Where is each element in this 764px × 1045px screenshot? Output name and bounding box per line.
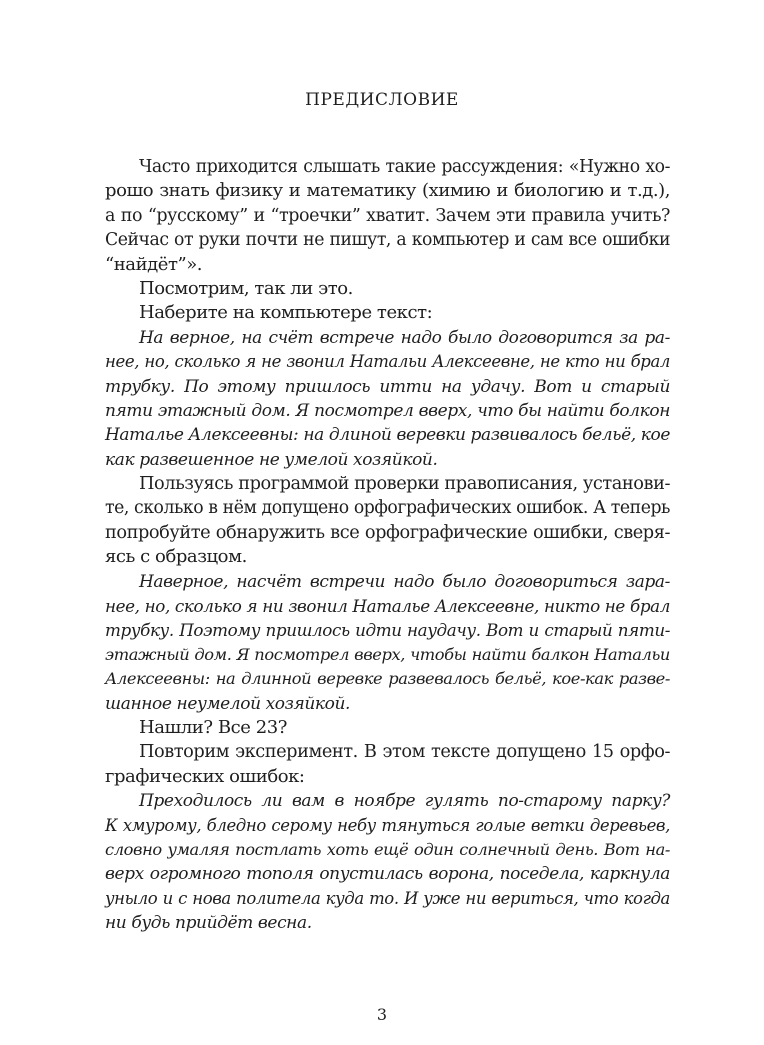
sample-text-line: верх огромного тополя опустилась ворона, поседела, каркнула xyxy=(105,864,670,885)
sample-text-line: как развешенное не умелой хозяйкой. xyxy=(105,449,438,470)
page-number: 3 xyxy=(376,1005,388,1024)
sample-text-line: Наталье Алексеевны: на длиной веревки развивалось бельё, кое xyxy=(105,425,670,446)
sample-text-line: словно умаляя постлать хоть ещё один солнечный день. Вот на- xyxy=(105,839,670,859)
text-line: ясь с образцом. xyxy=(105,546,247,568)
sample-text-line: Алексеевны: на длинной веревке развевалось бельё, кое-как разве- xyxy=(105,669,670,689)
sample-text-line: трубку. Поэтому пришлось идти наудачу. Вот и старый пяти- xyxy=(105,620,670,641)
chapter-heading: ПРЕДИСЛОВИЕ xyxy=(305,90,459,110)
sample-text-line: нее, но, сколько я ни звонил Наталье Алексеевне, никто не брал xyxy=(105,596,670,617)
text-line: те, сколько в нём допущено орфографических ошибок. А теперь xyxy=(105,498,670,519)
body-text xyxy=(105,155,670,936)
sample-text-line: К хмурому, бледно серому небу тянуться голые ветки деревьев, xyxy=(105,815,670,835)
text-line: Наберите на компьютере текст: xyxy=(139,302,433,324)
text-line: Сейчас от руки почти не пишут, а компьютер и сам все ошибки xyxy=(105,230,670,251)
text-line: графических ошибок: xyxy=(105,765,305,787)
sample-text-line: этажный дом. Я посмотрел вверх, чтобы найти балкон Натальи xyxy=(105,644,670,664)
sample-text-line: ни будь прийдёт весна. xyxy=(105,913,312,934)
sample-text-line: пяти этажный дом. Я посмотрел вверх, что бы найти болкон xyxy=(105,400,670,421)
sample-text-line: Преходилось ли вам в ноябре гулять по-старому парку? xyxy=(139,791,670,812)
text-line: Повторим эксперимент. В этом тексте допущено 15 орфо- xyxy=(139,742,670,763)
sample-text-line: уныло и с нова политела куда то. И уже ни вериться, что когда xyxy=(105,888,670,908)
text-line: Нашли? Все 23? xyxy=(139,716,287,738)
text-line: а по “русскому” и “троечки” хватит. Зачем эти правила учить? xyxy=(105,205,670,226)
text-line: “найдёт”». xyxy=(105,253,203,275)
text-line: попробуйте обнаружить все орфографические ошибки, сверя- xyxy=(105,522,670,543)
sample-text-line: Наверное, насчёт встречи надо было договориться зара- xyxy=(139,571,670,592)
text-line: Часто приходится слышать такие рассуждения: «Нужно хо- xyxy=(139,157,670,177)
text-line: рошо знать физику и математику (химию и биологию и т.д.), xyxy=(105,180,670,202)
text-line: Посмотрим, так ли это. xyxy=(139,277,353,299)
sample-text-line: трубку. По этому пришлось итти на удачу. Вот и старый xyxy=(105,376,670,397)
text-line: Пользуясь программой проверки правописания, установи- xyxy=(139,474,670,495)
sample-text-line: На верное, на счёт встрече надо было договорится за ра- xyxy=(139,327,670,348)
sample-text-line: шанное неумелой хозяйкой. xyxy=(105,693,351,714)
sample-text-line: нее, но, сколько я не звонил Натальи Алексеевне, не кто ни брал xyxy=(105,352,670,372)
